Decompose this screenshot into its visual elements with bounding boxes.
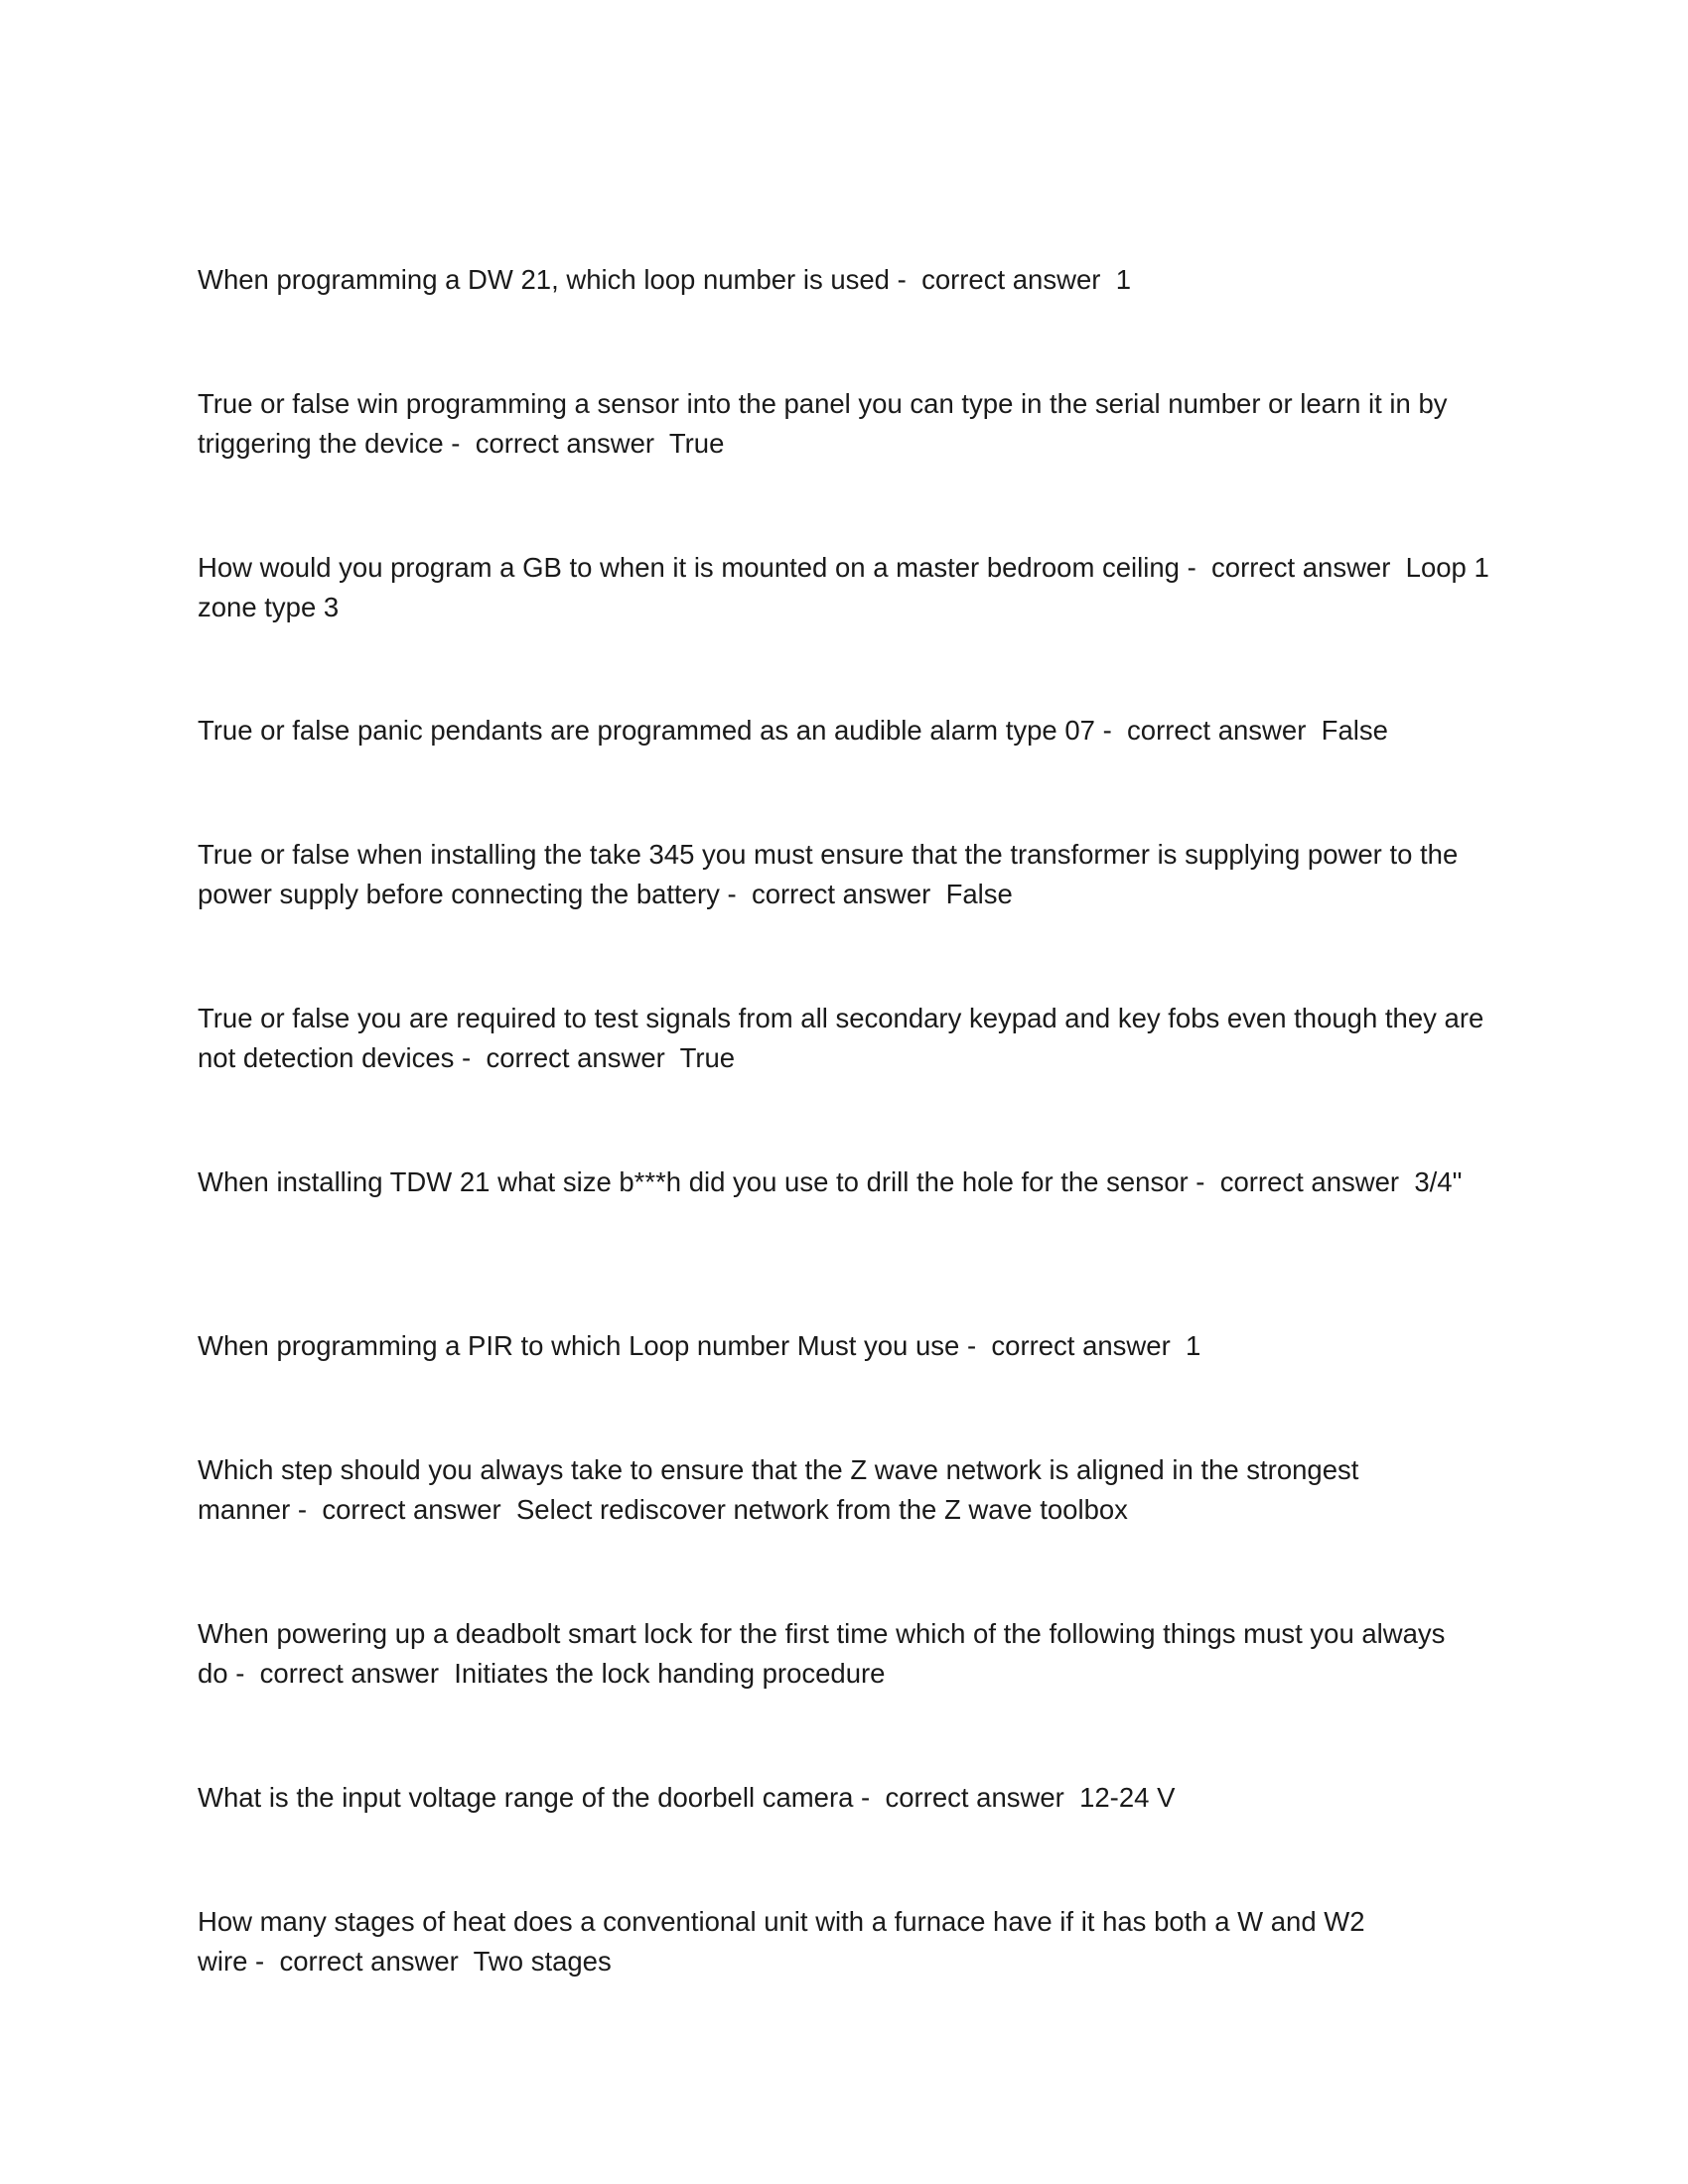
qa-item (198, 999, 1498, 1078)
question-text: When programming a DW 21, which loop number is used (198, 264, 890, 295)
answer-separator: - correct answer (227, 1658, 455, 1689)
answer-separator: - correct answer (959, 1330, 1187, 1361)
answer-text: Select rediscover network from the Z wave toolbox (515, 1494, 1128, 1525)
answer-text: True (668, 428, 725, 459)
answer-text: False (945, 879, 1013, 909)
qa-item (198, 548, 1498, 627)
answer-text: False (1321, 715, 1388, 746)
answer-separator: - correct answer (443, 428, 669, 459)
qa-item (198, 1162, 1498, 1202)
question-text: True or false win programming a sensor into the panel you can type in the serial number or learn it in by triggering the device (198, 388, 1456, 459)
qa-item (198, 1778, 1498, 1818)
answer-text: Initiates the lock handing procedure (454, 1658, 886, 1689)
question-text: True or false you are required to test signals from all secondary keypad and key fobs even though they are not detection devices (198, 1003, 1491, 1073)
qa-item (198, 1614, 1498, 1694)
answer-separator: - correct answer (454, 1042, 680, 1073)
answer-separator: - correct answer (1094, 715, 1322, 746)
question-text: When programming a PIR to which Loop number Must you use (198, 1330, 960, 1361)
qa-item (198, 711, 1498, 751)
qa-item (198, 1902, 1498, 1981)
answer-text: 12-24 V (1079, 1782, 1176, 1813)
answer-separator: - correct answer (853, 1782, 1080, 1813)
answer-separator: - correct answer (1188, 1166, 1415, 1197)
answer-separator: - correct answer (247, 1946, 474, 1977)
question-text: Which step should you always take to ensure that the Z wave network is aligned in the strongest manner (198, 1454, 1367, 1525)
answer-text: Loop 1 zone type 3 (198, 552, 1497, 622)
answer-text: True (679, 1042, 736, 1073)
answer-text: 1 (1115, 264, 1131, 295)
answer-text: 3/4" (1414, 1166, 1463, 1197)
qa-item (198, 384, 1498, 464)
answer-separator: - correct answer (889, 264, 1116, 295)
qa-item (198, 1326, 1498, 1366)
question-text: What is the input voltage range of the doorbell camera (198, 1782, 854, 1813)
question-text: When installing TDW 21 what size b***h did you use to drill the hole for the sensor (198, 1166, 1189, 1197)
answer-text: Two stages (473, 1946, 612, 1977)
question-text: True or false panic pendants are programmed as an audible alarm type 07 (198, 715, 1095, 746)
answer-text: 1 (1186, 1330, 1201, 1361)
qa-item (198, 835, 1498, 914)
question-text: When powering up a deadbolt smart lock for the first time which of the following things must you always do (198, 1618, 1454, 1689)
question-text: True or false when installing the take 345 you must ensure that the transformer is supplying power to the power supply before connecting the battery (198, 839, 1466, 909)
answer-separator: - correct answer (290, 1494, 516, 1525)
question-text: How would you program a GB to when it is mounted on a master bedroom ceiling (198, 552, 1180, 583)
answer-separator: - correct answer (719, 879, 946, 909)
qa-item (198, 260, 1498, 300)
qa-item (198, 1450, 1498, 1530)
question-text: How many stages of heat does a conventional unit with a furnace have if it has both a W and W2 wire (198, 1906, 1373, 1977)
answer-separator: - correct answer (1179, 552, 1406, 583)
